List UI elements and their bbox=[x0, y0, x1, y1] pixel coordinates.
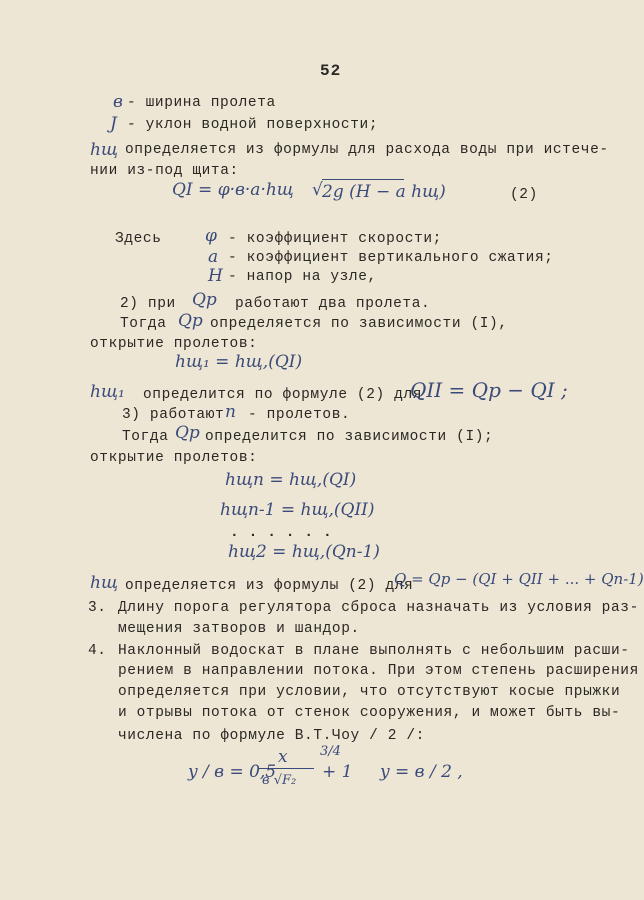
symbol-n: n bbox=[225, 402, 236, 422]
item3-line2: мещения затворов и шандор. bbox=[118, 621, 360, 637]
line-H-def: - напор на узле, bbox=[228, 269, 377, 285]
equation-label-2: (2) bbox=[510, 187, 538, 203]
symbol-h-sh: hщ bbox=[90, 140, 118, 160]
item3-line1: Длину порога регулятора сброса назначать из условия раз- bbox=[118, 600, 639, 616]
sqrt-sign: √ bbox=[312, 180, 323, 200]
line-h-det-2: нии из-под щита: bbox=[90, 163, 239, 179]
symbol-h-sh-2: hщ bbox=[90, 573, 118, 593]
line-case2-a: 2) при bbox=[120, 296, 176, 312]
symbol-qp-3: Qp bbox=[175, 423, 200, 443]
item4-line4: и отрывы потока от стенок сооружения, и может быть вы- bbox=[118, 705, 621, 721]
line-case2-b: работают два пролета. bbox=[235, 296, 431, 312]
line-then-a: Тогда bbox=[120, 316, 167, 332]
symbol-qp-2: Qp bbox=[178, 311, 203, 331]
formula-y-frac-den: в √F₂ bbox=[262, 773, 297, 788]
page-number: 52 bbox=[320, 62, 342, 80]
symbol-H: H bbox=[208, 266, 223, 286]
symbol-qp-1: Qp bbox=[192, 290, 217, 310]
line-det-final: определяется из формулы (2) для bbox=[125, 578, 414, 594]
formula-h-shn1: hщn-1 = hщ,(QII) bbox=[220, 500, 375, 520]
symbol-phi: φ bbox=[205, 226, 217, 246]
formula-q1: QI = φ·в·a·hщ bbox=[172, 180, 294, 200]
line-case3-a: 3) работают bbox=[122, 407, 225, 423]
ellipsis-row: . . . . . . bbox=[230, 525, 333, 541]
line-phi-def: - коэффициент скорости; bbox=[228, 231, 442, 247]
line-a-def: - коэффициент вертикального сжатия; bbox=[228, 250, 554, 266]
line-then2-a: Тогда bbox=[122, 429, 169, 445]
line-opening: открытие пролетов: bbox=[90, 336, 258, 352]
formula-y-eq2: y = в / 2 , bbox=[380, 762, 463, 782]
formula-y-lhs: y / в = 0,5 bbox=[188, 762, 277, 782]
line-b-def: - ширина пролета bbox=[127, 95, 276, 111]
formula-y-exp: 3/4 bbox=[320, 744, 341, 759]
item4-line2: рением в направлении потока. При этом степень расширения bbox=[118, 663, 639, 679]
symbol-i: J bbox=[110, 114, 117, 134]
formula-h-sh2: hщ2 = hщ,(Qn-1) bbox=[228, 542, 380, 562]
item4-line1: Наклонный водоскат в плане выполнять с небольшим расши- bbox=[118, 643, 630, 659]
item4-number: 4. bbox=[88, 643, 107, 659]
line-opening2: открытие пролетов: bbox=[90, 450, 258, 466]
line-determined: определится по формуле (2) для bbox=[143, 387, 423, 403]
line-then-b: определяется по зависимости (I), bbox=[210, 316, 508, 332]
item4-line3: определяется при условии, что отсутствуют косые прыжки bbox=[118, 684, 621, 700]
sqrt-content: 2g (H − a hщ) bbox=[322, 182, 446, 202]
sqrt-bar bbox=[322, 179, 404, 180]
line-case3-b: - пролетов. bbox=[248, 407, 351, 423]
formula-q-final: Q = Qp − (QI + QII + ... + Qn-1) bbox=[394, 570, 644, 588]
formula-h-shn: hщn = hщ,(QI) bbox=[225, 470, 357, 490]
line-zdes: Здесь bbox=[115, 231, 162, 247]
formula-qii: QII = Qp − QI ; bbox=[410, 378, 568, 402]
formula-y-plus: + 1 bbox=[322, 762, 353, 782]
symbol-h-sh1: hщ₁ bbox=[90, 382, 125, 402]
line-i-def: - уклон водной поверхности; bbox=[127, 117, 379, 133]
line-then2-b: определится по зависимости (I); bbox=[205, 429, 494, 445]
item3-number: 3. bbox=[88, 600, 107, 616]
symbol-a: a bbox=[208, 247, 219, 267]
symbol-b: в bbox=[113, 92, 123, 112]
formula-y-frac-bar bbox=[258, 768, 314, 769]
line-h-det-1: определяется из формулы для расхода воды при истече- bbox=[125, 142, 609, 158]
formula-y-frac-num: x bbox=[278, 747, 288, 767]
item4-line5: числена по формуле В.Т.Чоу / 2 /: bbox=[118, 728, 425, 744]
formula-h-sh1: hщ₁ = hщ,(QI) bbox=[175, 352, 303, 372]
